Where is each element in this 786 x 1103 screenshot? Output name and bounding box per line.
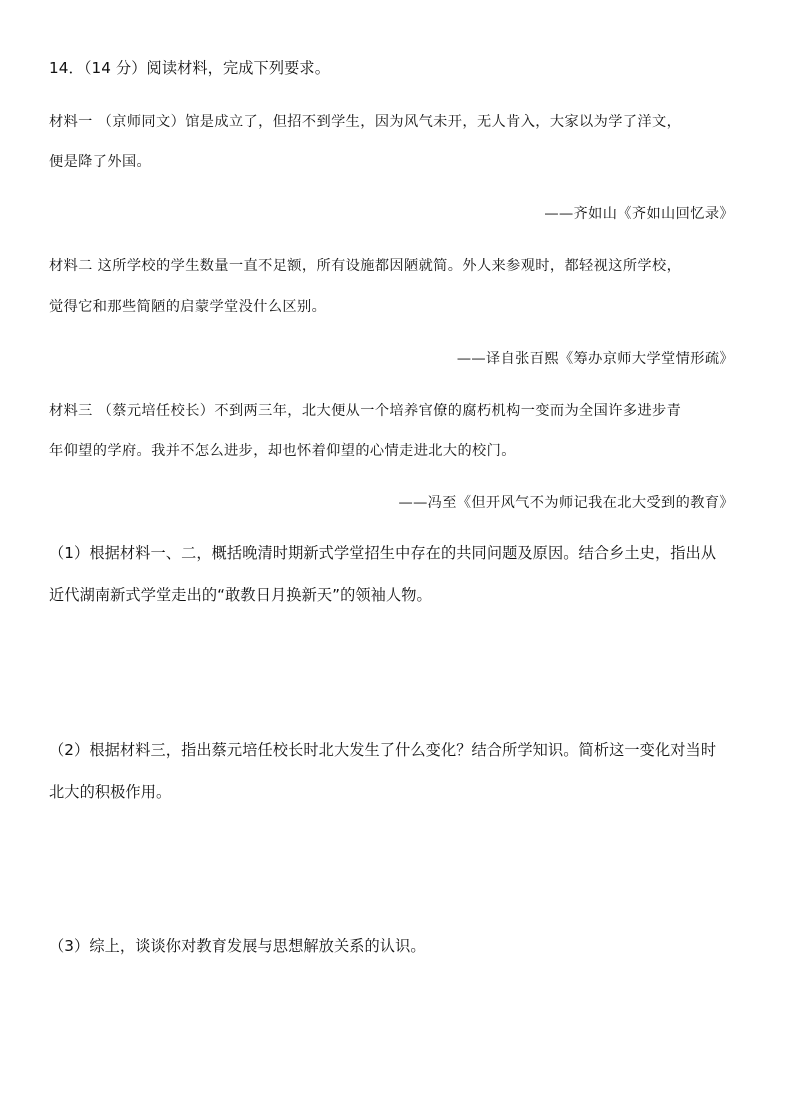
material-1-line-2: 便是降了外国。 [49, 154, 152, 170]
material-3-source: ——冯至《但开风气不为师记我在北大受到的教育》 [398, 495, 734, 511]
question-header: 14．（14 分）阅读材料，完成下列要求。 [49, 59, 330, 77]
material-2-line-1: 材料二 这所学校的学生数量一直不足额，所有设施都因陋就简。外人来参观时，都轻视这所学校， [49, 258, 682, 274]
material-3-line-2: 年仰望的学府。我并不怎么进步，却也怀着仰望的心情走进北大的校门。 [49, 443, 516, 459]
material-2-source: ——译自张百熙《筹办京师大学堂情形疏》 [456, 351, 734, 367]
material-2-line-2: 觉得它和那些简陋的启蒙学堂没什么区别。 [49, 299, 327, 315]
sub-question-2-line-1: （2）根据材料三，指出蔡元培任校长时北大发生了什么变化？结合所学知识。简析这一变化对当时 [49, 741, 717, 759]
sub-question-1-line-1: （1）根据材料一、二，概括晚清时期新式学堂招生中存在的共同问题及原因。结合乡土史，指出从 [49, 544, 717, 562]
sub-question-3-line-1: （3）综上，谈谈你对教育发展与思想解放关系的认识。 [49, 937, 426, 955]
material-1-source: ——齐如山《齐如山回忆录》 [544, 206, 734, 222]
material-1-line-1: 材料一 （京师同文）馆是成立了，但招不到学生，因为风气未开，无人肯入，大家以为学了洋文， [49, 114, 682, 130]
sub-question-2-line-2: 北大的积极作用。 [49, 783, 172, 801]
material-3-line-1: 材料三 （蔡元培任校长）不到两三年，北大便从一个培养官僚的腐朽机构一变而为全国许多进步青 [49, 403, 682, 419]
sub-question-1-line-2: 近代湖南新式学堂走出的“敢教日月换新天”的领袖人物。 [49, 586, 432, 604]
